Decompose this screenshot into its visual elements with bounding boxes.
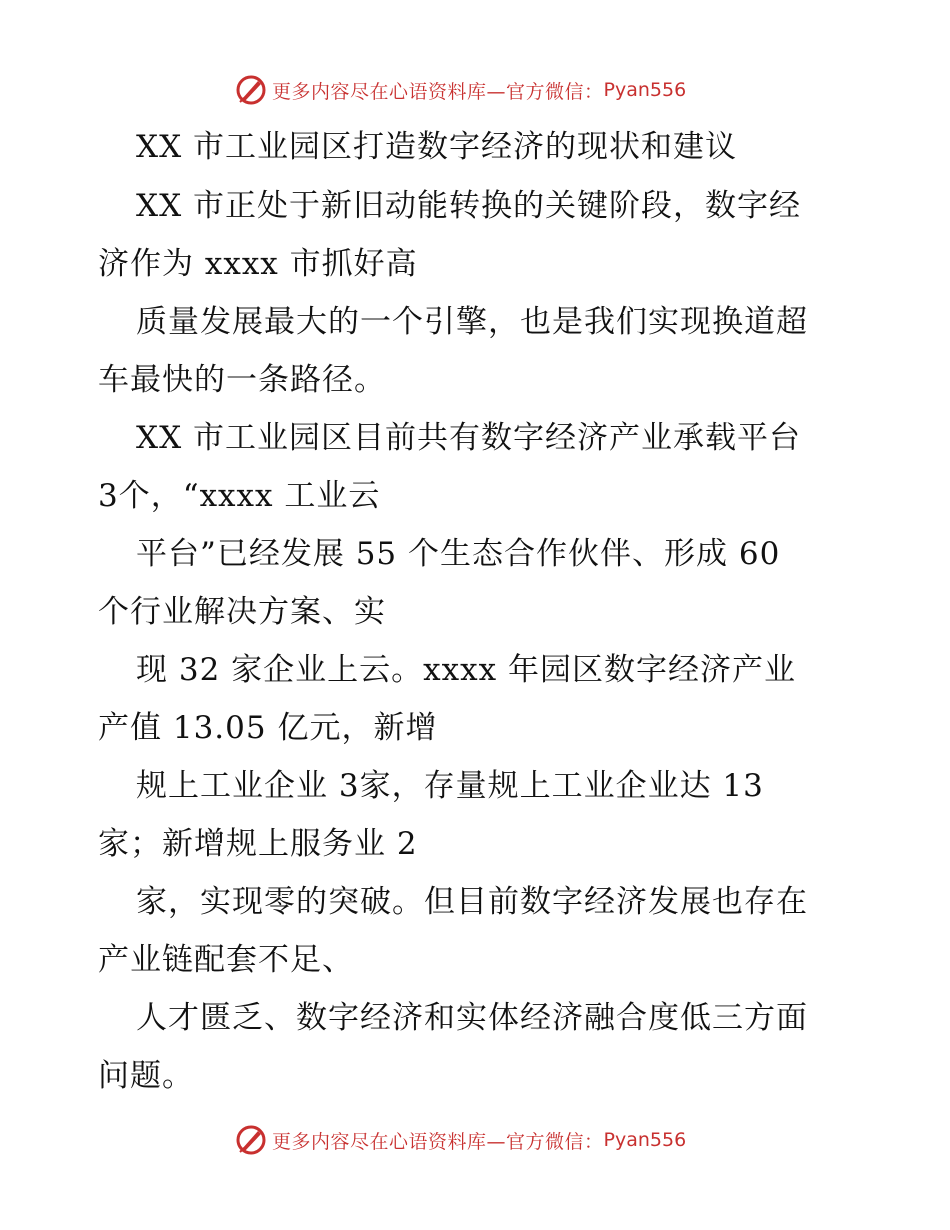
paragraph-line: 车最快的一条路径。 (98, 362, 386, 398)
watermark-wechat-id: Pyan556 (603, 79, 687, 101)
quill-logo-icon (234, 73, 268, 107)
paragraph-line: 家，实现零的突破。但目前数字经济发展也存在 (136, 884, 808, 920)
paragraph-line: XX 市正处于新旧动能转换的关键阶段，数字经 (136, 188, 801, 224)
header-watermark (234, 73, 686, 107)
paragraph-line: 产业链配套不足、 (98, 942, 354, 978)
paragraph-line: 产值 13.05 亿元，新增 (98, 710, 438, 746)
paragraph-line: XX 市工业园区目前共有数字经济产业承载平台 (136, 420, 801, 456)
watermark-text: 更多内容尽在心语资料库—官方微信： (272, 1130, 604, 1153)
watermark-wechat-id: Pyan556 (603, 1129, 687, 1151)
paragraph-line: 现 32 家企业上云。xxxx 年园区数字经济产业 (136, 652, 796, 688)
document-title: XX 市工业园区打造数字经济的现状和建议 (136, 129, 737, 165)
paragraph-line: 家；新增规上服务业 2 (98, 826, 418, 862)
footer-watermark (234, 1123, 686, 1157)
paragraph-line: 质量发展最大的一个引擎，也是我们实现换道超 (136, 304, 808, 340)
paragraph-line: 规上工业企业 3家，存量规上工业企业达 13 (136, 768, 764, 804)
quill-logo-icon (234, 1123, 268, 1157)
paragraph-line: 济作为 xxxx 市抓好高 (98, 246, 418, 282)
paragraph-line: 人才匮乏、数字经济和实体经济融合度低三方面 (136, 1000, 808, 1036)
paragraph-line: 3个，“xxxx 工业云 (98, 478, 381, 514)
paragraph-line: 问题。 (98, 1058, 194, 1094)
paragraph-line: 平台”已经发展 55 个生态合作伙伴、形成 60 (136, 536, 781, 572)
watermark-text: 更多内容尽在心语资料库—官方微信： (272, 80, 604, 103)
paragraph-line: 个行业解决方案、实 (98, 594, 386, 630)
